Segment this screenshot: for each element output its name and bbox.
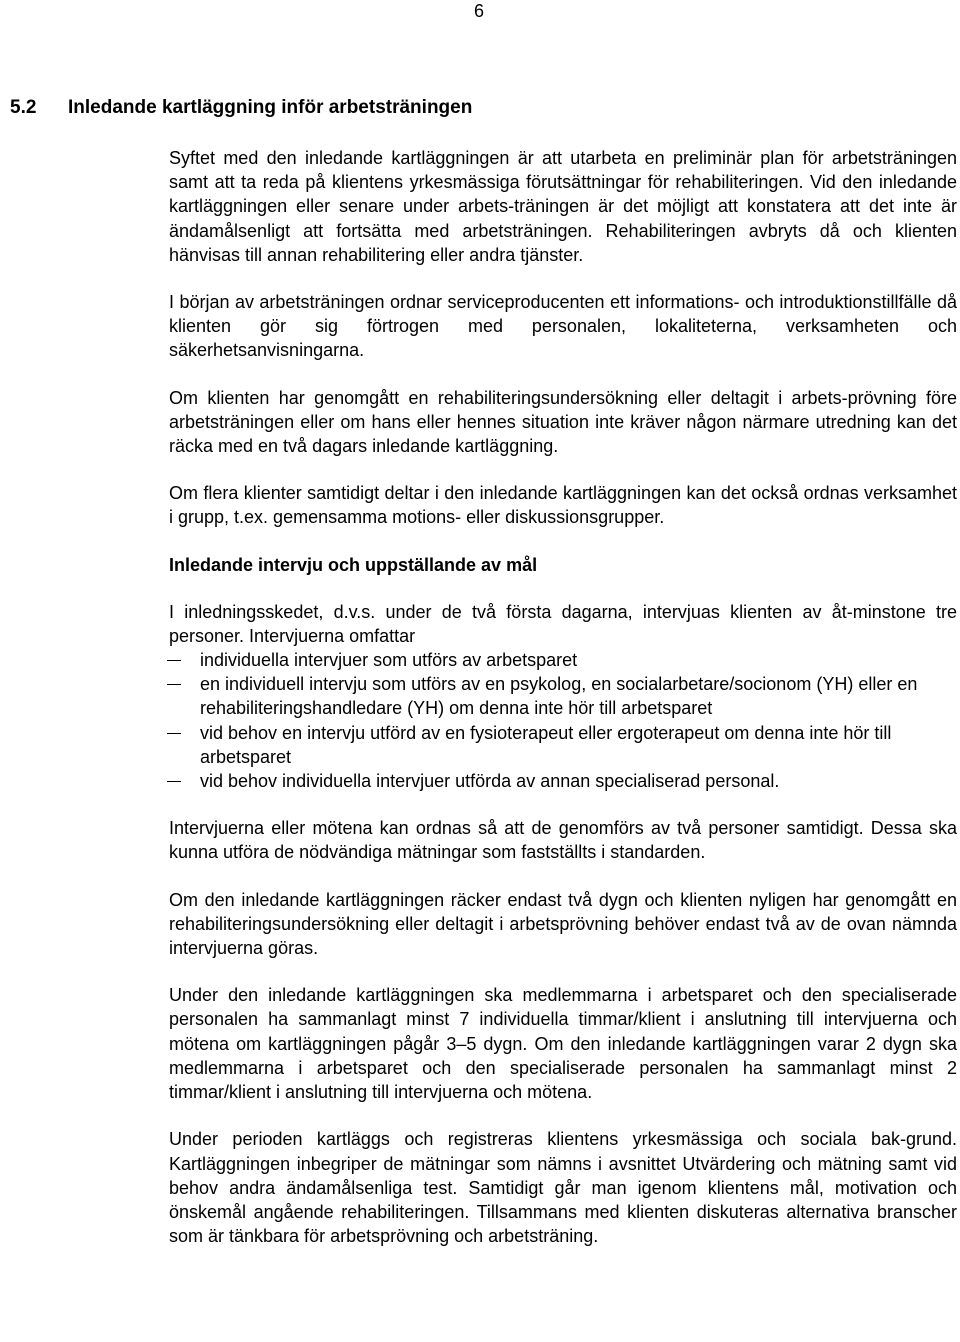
dash-bullet-icon bbox=[167, 733, 181, 734]
section-title: Inledande kartläggning inför arbetsträningen bbox=[68, 97, 473, 118]
section-number: 5.2 bbox=[10, 97, 37, 118]
interview-list bbox=[169, 648, 957, 793]
paragraph: Under perioden kartläggs och registreras klientens yrkesmässiga och sociala bak-grund. Kartläggningen inbegriper de mätningar som nämns i avsnittet Utvärdering och mätning samt vid behov andra ändamålsenliga test. Samtidigt går man igenom klientens mål, motivation och önskemål angående rehabiliteringen. Tillsammans med klienten diskuteras alternativa branscher som är tänkbara för arbetsprövning och arbetsträning. bbox=[169, 1129, 957, 1247]
page-number: 6 bbox=[474, 1, 485, 21]
paragraph: Intervjuerna eller mötena kan ordnas så att de genomförs av två personer samtidigt. Dessa ska kunna utföra de nödvändiga mätningar som fastställts i standarden. bbox=[169, 818, 957, 863]
dash-bullet-icon bbox=[167, 660, 181, 661]
subheading: Inledande intervju och uppställande av mål bbox=[169, 554, 538, 575]
dash-bullet-icon bbox=[167, 684, 181, 685]
list-item: vid behov individuella intervjuer utförda av annan specialiserad personal. bbox=[167, 769, 957, 793]
list-item: vid behov en intervju utförd av en fysioterapeut eller ergoterapeut om denna inte hör till arbetsparet bbox=[167, 721, 957, 769]
section-heading bbox=[10, 96, 472, 120]
dash-bullet-icon bbox=[167, 781, 181, 782]
paragraph: I början av arbetsträningen ordnar serviceproducenten ett informations- och introduktionstillfälle då klienten gör sig förtrogen med personalen, lokaliteterna, verksamheten och säkerhetsanvisningarna. bbox=[169, 292, 957, 361]
paragraph: Om flera klienter samtidigt deltar i den inledande kartläggningen kan det också ordnas verksamhet i grupp, t.ex. gemensamma motions- eller diskussionsgrupper. bbox=[169, 483, 957, 528]
paragraph: Under den inledande kartläggningen ska medlemmarna i arbetsparet och den specialiserade personalen ha sammanlagt minst 7 individuella timmar/klient i anslutning till intervjuerna och mötena om kartläggningen pågår 3–5 dygn. Om den inledande kartläggningen varar 2 dygn ska medlemmarna i arbetsparet och den specialiserade personalen ha sammanlagt minst 2 timmar/klient i anslutning till intervjuerna och mötena. bbox=[169, 985, 957, 1103]
paragraph: Om klienten har genomgått en rehabiliteringsundersökning eller deltagit i arbets-prövning före arbetsträningen eller om hans eller hennes situation inte kräver någon närmare utredning kan det räcka med en två dagars inledande kartläggning. bbox=[169, 387, 957, 457]
list-item: individuella intervjuer som utförs av arbetsparet bbox=[167, 648, 957, 672]
intro-paragraph: I inledningsskedet, d.v.s. under de två första dagarna, intervjuas klienten av åt-minstone tre personer. Intervjuerna omfattar bbox=[169, 601, 957, 646]
paragraph: Om den inledande kartläggningen räcker endast två dygn och klienten nyligen har genomgått en rehabiliteringsundersökning eller deltagit i arbetsprövning behöver endast två av de ovan nämnda intervjuerna göras. bbox=[169, 889, 957, 959]
list-item: en individuell intervju som utförs av en psykolog, en socialarbetare/socionom (YH) eller en rehabiliteringshandledare (YH) om denna inte hör till arbetsparet bbox=[167, 672, 957, 720]
document-body bbox=[169, 146, 957, 1271]
paragraph: Syftet med den inledande kartläggningen är att utarbeta en preliminär plan för arbetsträningen samt att ta reda på klientens yrkesmässiga förutsättningar för rehabiliteringen. Vid den inledande kartläggningen eller senare under arbets-träningen är det möjligt att konstatera att det inte är ändamålsenligt att fortsätta med arbetsträningen. Rehabiliteringen avbryts då och klienten hänvisas till annan rehabilitering eller andra tjänster. bbox=[169, 148, 957, 265]
